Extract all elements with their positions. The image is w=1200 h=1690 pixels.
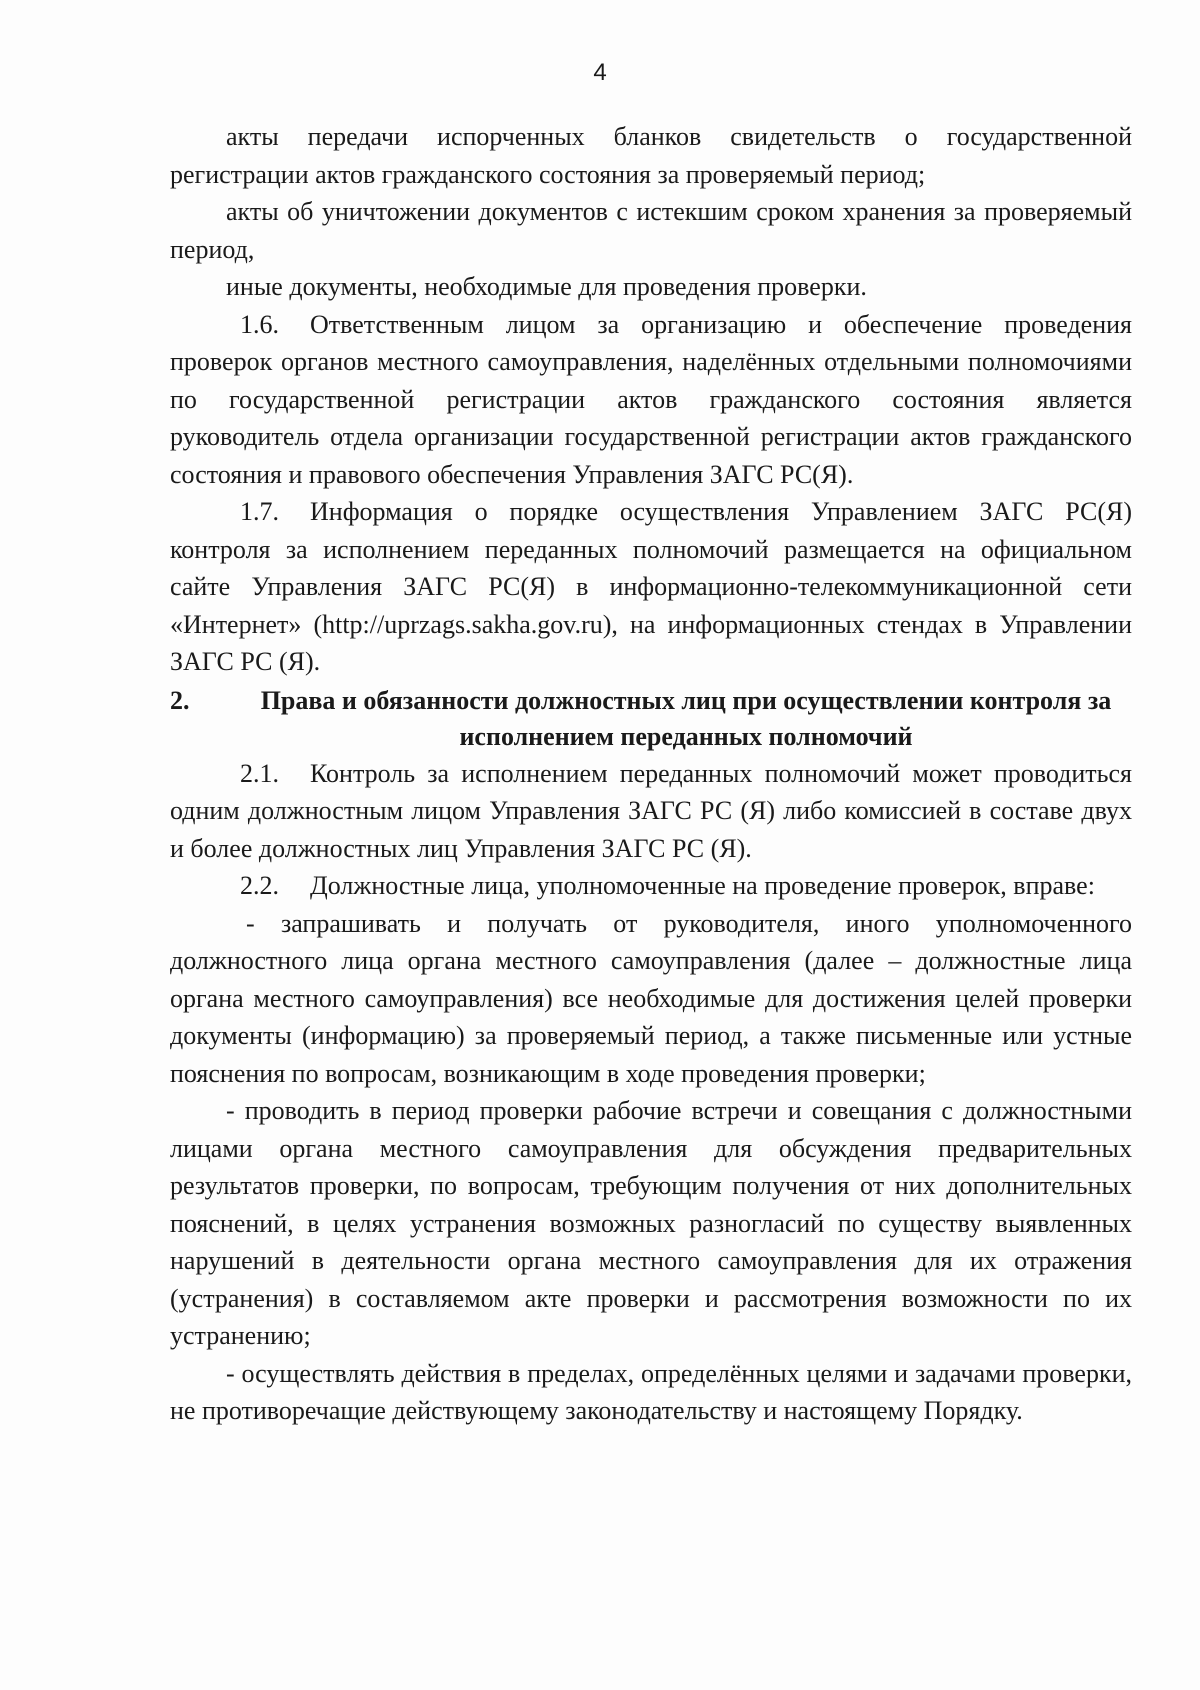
right-other-actions: - осуществлять действия в пределах, определённых целями и задачами проверки, не противоречащие действующему законодательству и настоящему Порядку. [170,1358,1132,1425]
clause-1-6 [170,306,1132,494]
clause-text: Ответственным лицом за организацию и обеспечение проведения проверок органов местного самоуправления, наделённых отдельными полномочиями по государственной регистрации актов гражданского состояния является руководитель отдела организации государственной регистрации актов гражданского состояния и правового обеспечения Управления ЗАГС РС(Я). [170,309,1132,489]
clause-1-7 [170,493,1132,681]
paragraph-spoiled-forms: акты передачи испорченных бланков свидетельств о государственной регистрации актов гражданского состояния за проверяемый период; [170,122,1132,189]
paragraph-destruction-acts: акты об уничтожении документов с истекшим сроком хранения за проверяемый период, [170,197,1132,264]
clause-number: 1.7. [240,497,279,526]
clause-text: Контроль за исполнением переданных полномочий может проводиться одним должностным лицом Управления ЗАГС РС (Я) либо комиссией в составе двух и более должностных лиц Управления ЗАГС РС (Я). [170,758,1132,863]
right-hold-meetings: - проводить в период проверки рабочие встречи и совещания с должностными лицами органа местного самоуправления для обсуждения предварительных результатов проверки, по вопросам, требующим получения от них дополнительных пояснений, в целях устранения возможных разногласий по существу выявленных нарушений в деятельности органа местного самоуправления для их отражения (устранения) в составляемом акте проверки и рассмотрения возможности по их устранению; [170,1096,1132,1350]
clause-text: Информация о порядке осуществления Управлением ЗАГС РС(Я) контроля за исполнением переданных полномочий размещается на официальном сайте Управления ЗАГС РС(Я) в информационно-телекоммуникационной сети «Интернет» (http://uprzags.sakha.gov.ru), на информационных стендах в Управлении ЗАГС РС (Я). [170,497,1132,676]
clause-number: 2.2. [240,871,279,900]
clause-number: 2.1. [240,758,279,788]
section-title: Права и обязанности должностных лиц при осуществлении контроля за исполнением переданных полномочий [260,685,1112,751]
section-number: 2. [170,685,190,715]
paragraph-other-documents: иные документы, необходимые для проведения проверки. [226,272,867,301]
document-body [170,118,1132,1430]
section-heading [170,683,1132,755]
right-request-documents: - запрашивать и получать от руководителя, иного уполномоченного должностного лица органа местного самоуправления (далее – должностные лица органа местного самоуправления) все необходимые для достижения целей проверки документы (информацию) за проверяемый период, а также письменные или устные пояснения по вопросам, возникающим в ходе проведения проверки; [170,908,1132,1088]
clause-2-2 [170,867,1132,905]
clause-text: Должностные лица, уполномоченные на проведение проверок, вправе: [310,871,1095,900]
page-number: 4 [593,59,607,86]
clause-2-1 [170,755,1132,868]
clause-number: 1.6. [240,309,279,339]
